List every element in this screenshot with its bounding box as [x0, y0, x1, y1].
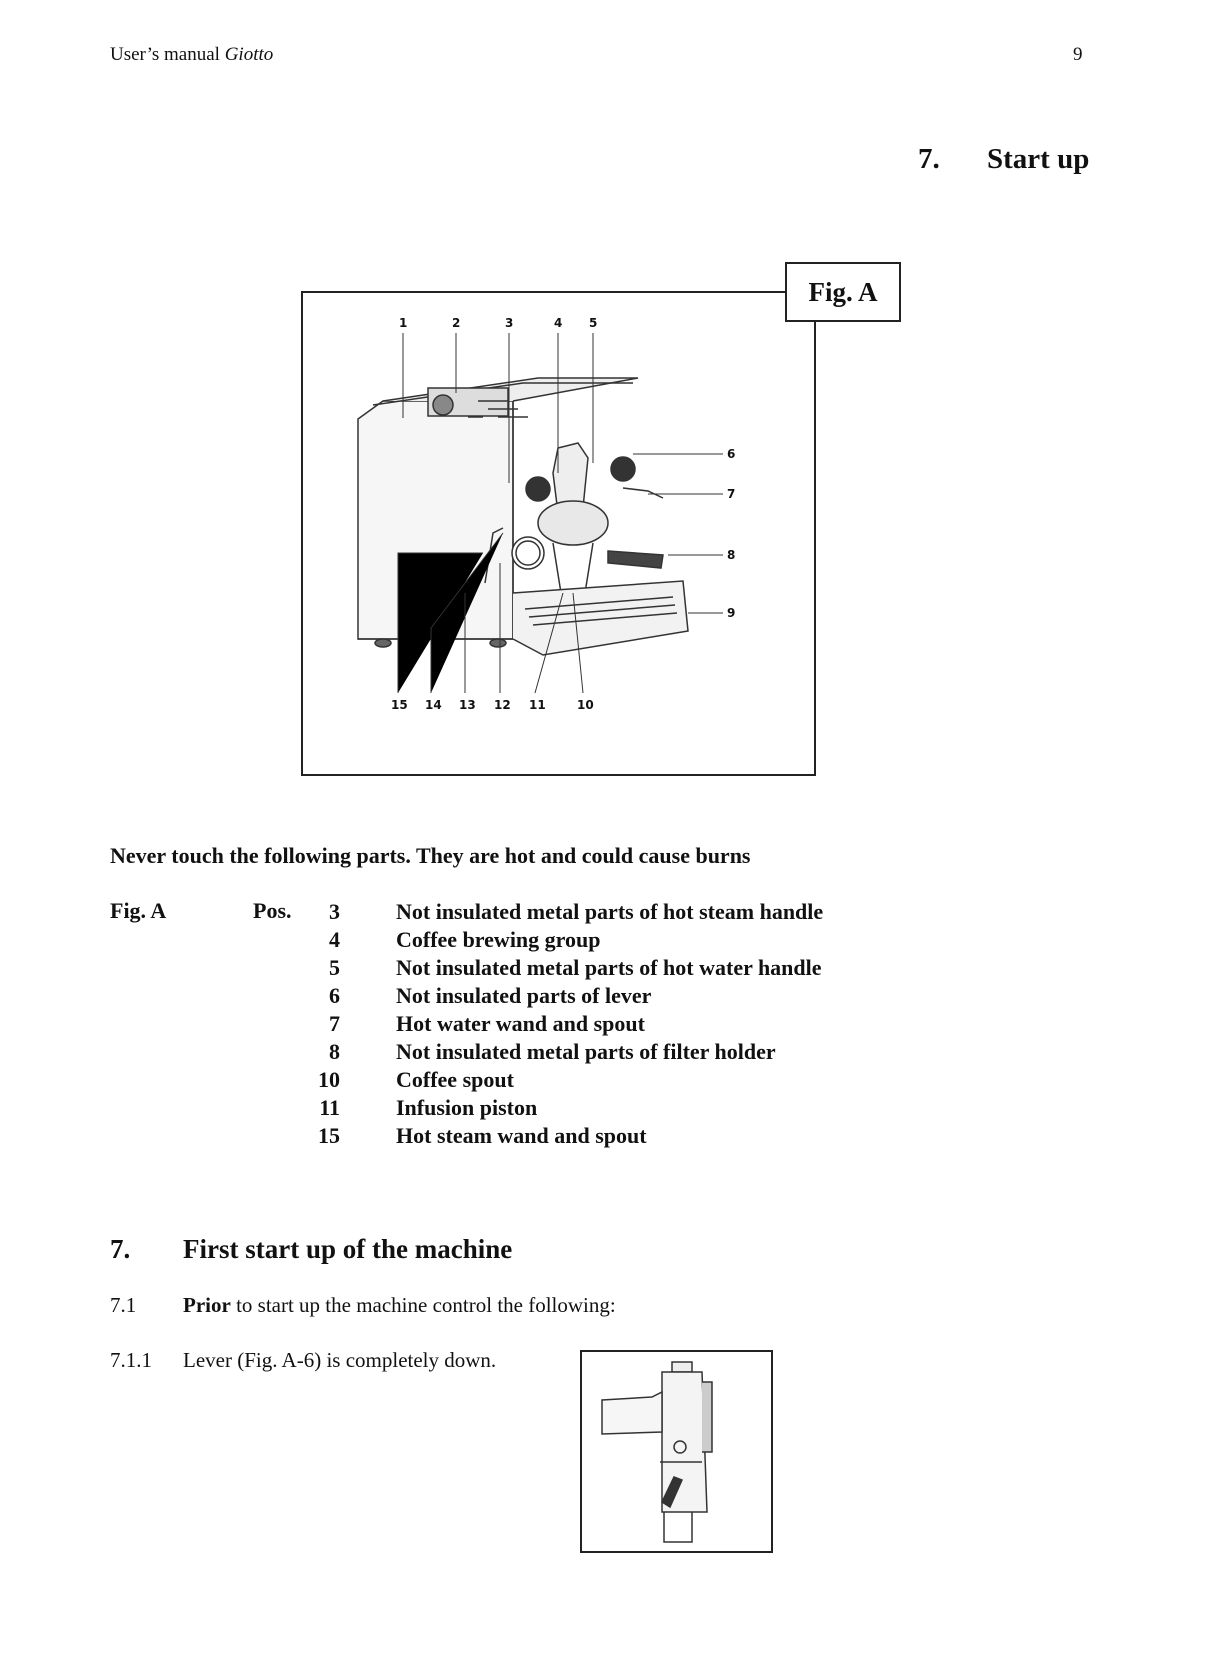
pos-number: 4 [329, 927, 340, 952]
callout-5: 5 [589, 316, 598, 330]
pos-description: Coffee spout [396, 1067, 514, 1092]
pos-number: 10 [318, 1067, 340, 1092]
pos-description: Not insulated metal parts of hot water handle [396, 955, 822, 980]
step-7-1-1-text: Lever (Fig. A-6) is completely down. [183, 1348, 497, 1372]
warning-text: Never touch the following parts. They are hot and could cause burns [110, 843, 751, 868]
section-title: First start up of the machine [183, 1234, 513, 1264]
espresso-machine-diagram [303, 293, 814, 774]
parts-pos-label: Pos. [253, 898, 292, 923]
figure-a-label: Fig. A [785, 262, 901, 322]
callout-7: 7 [727, 487, 736, 501]
pos-number: 6 [329, 983, 340, 1008]
callout-14: 14 [425, 698, 442, 712]
pos-description: Hot water wand and spout [396, 1011, 645, 1036]
callout-13: 13 [459, 698, 476, 712]
pos-description: Not insulated parts of lever [396, 983, 652, 1008]
pos-number: 11 [319, 1095, 340, 1120]
callout-3: 3 [505, 316, 514, 330]
callout-2: 2 [452, 316, 461, 330]
callout-11: 11 [529, 698, 546, 712]
callout-6: 6 [727, 447, 736, 461]
pos-number: 8 [329, 1039, 340, 1064]
pos-description: Not insulated metal parts of hot steam handle [396, 899, 824, 924]
callout-8: 8 [727, 548, 736, 562]
figure-a-frame [301, 291, 816, 776]
pos-number: 5 [329, 955, 340, 980]
callout-10: 10 [577, 698, 594, 712]
manual-prefix: User’s manual [110, 44, 220, 65]
section-number-top: 7. [918, 143, 940, 175]
pos-number: 3 [329, 899, 340, 924]
running-header [110, 44, 273, 66]
callout-12: 12 [494, 698, 511, 712]
callout-9: 9 [727, 606, 736, 620]
section-number: 7. [110, 1234, 131, 1264]
step-7-1-text [183, 1293, 616, 1318]
pos-description: Infusion piston [396, 1095, 538, 1120]
step-7-1-number: 7.1 [110, 1293, 137, 1317]
callout-4: 4 [554, 316, 563, 330]
step-7-1-bold: Prior [183, 1293, 231, 1317]
section-title-top: Start up [987, 143, 1090, 175]
pos-description: Hot steam wand and spout [396, 1123, 647, 1148]
callout-1: 1 [399, 316, 408, 330]
parts-fig-label: Fig. A [110, 898, 167, 923]
pos-description: Coffee brewing group [396, 927, 601, 952]
pos-number: 15 [318, 1123, 340, 1148]
step-7-1-1-number: 7.1.1 [110, 1348, 152, 1372]
page-number: 9 [1073, 44, 1083, 65]
callout-15: 15 [391, 698, 408, 712]
step-7-1-rest: to start up the machine control the following: [230, 1293, 616, 1317]
manual-name: Giotto [224, 44, 274, 65]
lever-diagram [582, 1352, 771, 1551]
lever-figure-frame [580, 1350, 773, 1553]
pos-number: 7 [329, 1011, 340, 1036]
pos-description: Not insulated metal parts of filter holder [396, 1039, 776, 1064]
